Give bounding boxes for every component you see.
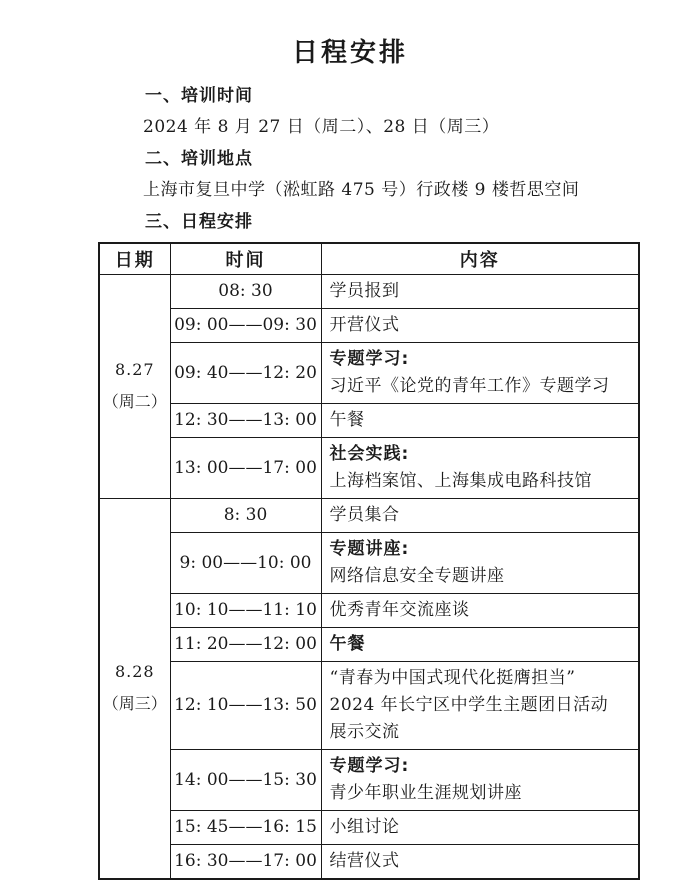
time-cell: 09: 00——09: 30 xyxy=(170,308,321,342)
content-cell xyxy=(321,532,639,593)
time-cell: 8: 30 xyxy=(170,498,321,532)
content-cell xyxy=(321,403,639,437)
content-cell xyxy=(321,749,639,810)
section-heading-training-location: 二、培训地点 xyxy=(145,149,253,169)
content-cell xyxy=(321,627,639,661)
table-row xyxy=(99,532,639,593)
time-cell: 10: 10——11: 10 xyxy=(170,593,321,627)
content-line: 社会实践: xyxy=(329,443,410,464)
content-line: “青春为中国式现代化挺膺担当” xyxy=(329,667,576,688)
content-cell xyxy=(321,810,639,844)
table-row xyxy=(99,749,639,810)
content-line: 优秀青年交流座谈 xyxy=(329,599,470,620)
content-line: 学员报到 xyxy=(329,280,400,301)
content-line: 专题学习: xyxy=(329,348,410,369)
table-row xyxy=(99,274,639,308)
table-row xyxy=(99,661,639,749)
time-cell: 12: 10——13: 50 xyxy=(170,661,321,749)
date-value: 8.27 xyxy=(114,360,155,379)
time-cell: 08: 30 xyxy=(170,274,321,308)
content-line: 上海档案馆、上海集成电路科技馆 xyxy=(329,470,592,491)
content-cell xyxy=(321,661,639,749)
table-row xyxy=(99,627,639,661)
table-row xyxy=(99,810,639,844)
weekday-value: （周二） xyxy=(102,392,167,411)
time-cell: 09: 40——12: 20 xyxy=(170,342,321,403)
content-cell xyxy=(321,844,639,879)
training-location-text: 上海市复旦中学（淞虹路 475 号）行政楼 9 楼哲思空间 xyxy=(143,180,580,200)
content-cell xyxy=(321,593,639,627)
section-heading-training-time: 一、培训时间 xyxy=(145,86,253,106)
content-line: 学员集合 xyxy=(329,504,400,525)
content-cell xyxy=(321,274,639,308)
training-time-text: 2024 年 8 月 27 日（周二）、28 日（周三） xyxy=(143,117,500,137)
time-cell: 14: 00——15: 30 xyxy=(170,749,321,810)
content-line: 专题讲座: xyxy=(329,538,410,559)
content-line: 习近平《论党的青年工作》专题学习 xyxy=(329,375,610,396)
schedule-table-body xyxy=(99,274,639,879)
time-cell: 15: 45——16: 15 xyxy=(170,810,321,844)
content-cell xyxy=(321,342,639,403)
section-heading-schedule: 三、日程安排 xyxy=(145,212,253,232)
column-header-content: 内容 xyxy=(321,243,639,274)
table-row xyxy=(99,593,639,627)
content-line: 2024 年长宁区中学生主题团日活动 xyxy=(329,694,609,715)
table-row xyxy=(99,342,639,403)
date-cell xyxy=(99,498,170,879)
weekday-value: （周三） xyxy=(102,694,167,713)
content-cell xyxy=(321,437,639,498)
sections xyxy=(0,80,700,238)
schedule-table xyxy=(98,242,640,880)
content-cell xyxy=(321,498,639,532)
content-line: 专题学习: xyxy=(329,755,410,776)
date-value: 8.28 xyxy=(114,662,155,681)
table-row xyxy=(99,498,639,532)
time-cell: 11: 20——12: 00 xyxy=(170,627,321,661)
content-line: 青少年职业生涯规划讲座 xyxy=(329,782,522,803)
content-line: 小组讨论 xyxy=(329,816,400,837)
column-header-date: 日期 xyxy=(99,243,170,274)
content-cell xyxy=(321,308,639,342)
content-line: 午餐 xyxy=(329,409,365,430)
time-cell: 16: 30——17: 00 xyxy=(170,844,321,879)
table-header-row xyxy=(99,243,639,274)
table-row xyxy=(99,437,639,498)
time-cell: 13: 00——17: 00 xyxy=(170,437,321,498)
page-title: 日程安排 xyxy=(291,38,408,68)
date-cell xyxy=(99,274,170,498)
column-header-time: 时间 xyxy=(170,243,321,274)
table-row xyxy=(99,308,639,342)
content-line: 开营仪式 xyxy=(329,314,400,335)
table-row xyxy=(99,403,639,437)
time-cell: 12: 30——13: 00 xyxy=(170,403,321,437)
content-line: 网络信息安全专题讲座 xyxy=(329,565,505,586)
content-line: 展示交流 xyxy=(329,721,400,742)
content-line: 午餐 xyxy=(329,633,366,654)
time-cell: 9: 00——10: 00 xyxy=(170,532,321,593)
content-line: 结营仪式 xyxy=(329,850,400,871)
table-row xyxy=(99,844,639,879)
